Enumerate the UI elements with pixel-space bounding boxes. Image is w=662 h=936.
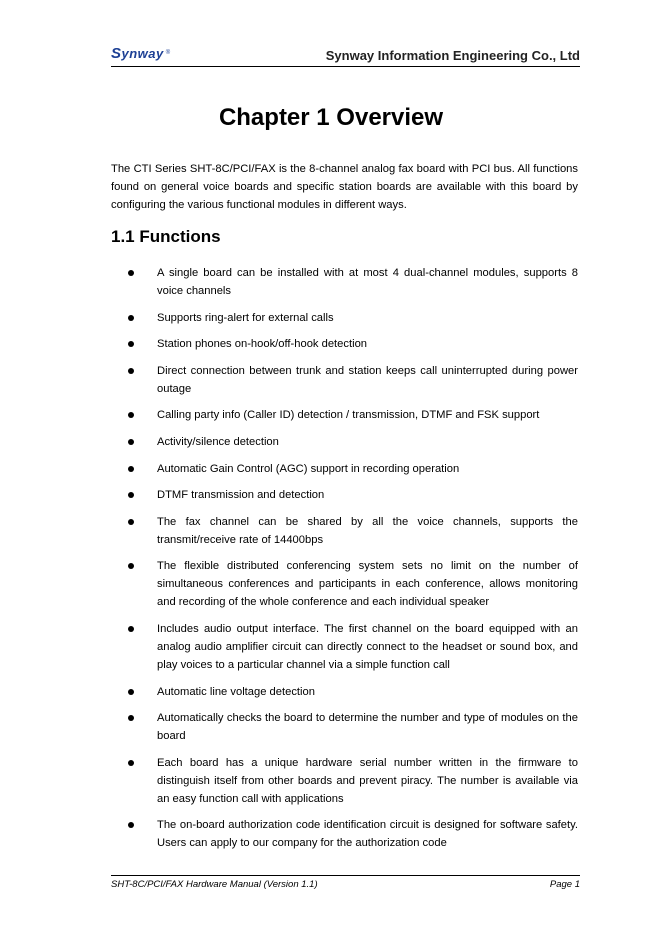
list-item-text: Automatically checks the board to determine the number and type of modules on the board	[157, 712, 578, 743]
registered-mark: ®	[165, 50, 171, 56]
list-item-text: Includes audio output interface. The first channel on the board equipped with an analog audio amplifier circuit can directly connect to the headset or sound box, and play voices to a particular channel via a simple function call	[157, 622, 578, 671]
synway-logo	[111, 43, 170, 63]
functions-list	[111, 264, 578, 861]
list-item-text: Activity/silence detection	[157, 435, 279, 448]
list-item	[111, 362, 578, 398]
list-item	[111, 709, 578, 745]
bullet-icon	[128, 689, 134, 695]
list-item-text: The fax channel can be shared by all the voice channels, supports the transmit/receive rate of 14400bps	[157, 515, 578, 546]
list-item	[111, 620, 578, 674]
list-item	[111, 486, 578, 504]
list-item-text: Automatic Gain Control (AGC) support in recording operation	[157, 462, 460, 475]
list-item	[111, 557, 578, 611]
bullet-icon	[128, 368, 134, 374]
bullet-icon	[128, 341, 134, 347]
list-item-text: Station phones on-hook/off-hook detection	[157, 338, 368, 351]
list-item-text: Direct connection between trunk and station keeps call uninterrupted during power outage	[157, 364, 578, 395]
bullet-icon	[128, 626, 134, 632]
page-number: Page 1	[549, 879, 580, 890]
bullet-icon	[128, 439, 134, 445]
logo-initial: S	[111, 44, 122, 62]
list-item-text: The flexible distributed conferencing system sets no limit on the number of simultaneous conferences and participants in each conference, allows monitoring and recording of the whole conference and each individual speaker	[157, 560, 578, 609]
list-item-text: Automatic line voltage detection	[157, 685, 315, 698]
list-item	[111, 460, 578, 478]
logo-text: ynway	[121, 45, 164, 61]
list-item-text: Supports ring-alert for external calls	[157, 311, 334, 324]
list-item-text: DTMF transmission and detection	[157, 489, 325, 502]
page-footer	[111, 875, 580, 892]
bullet-icon	[128, 563, 134, 569]
list-item-text: Each board has a unique hardware serial number written in the firmware to distinguish itself from other boards and prevent piracy. The number is available via an easy function call with applications	[157, 756, 578, 805]
list-item-text: The on-board authorization code identification circuit is designed for software safety. Users can apply to our company for the authorization code	[157, 819, 578, 850]
bullet-icon	[128, 412, 134, 418]
bullet-icon	[128, 315, 134, 321]
bullet-icon	[128, 760, 134, 766]
bullet-icon	[128, 270, 134, 276]
list-item	[111, 264, 578, 300]
list-item	[111, 754, 578, 808]
list-item	[111, 335, 578, 353]
bullet-icon	[128, 715, 134, 721]
page-header	[111, 40, 580, 67]
bullet-icon	[128, 492, 134, 498]
company-name: Synway Information Engineering Co., Ltd	[325, 48, 580, 63]
list-item-text: Calling party info (Caller ID) detection / transmission, DTMF and FSK support	[157, 409, 540, 422]
list-item	[111, 433, 578, 451]
list-item	[111, 309, 578, 327]
list-item	[111, 513, 578, 549]
intro-paragraph: The CTI Series SHT-8C/PCI/FAX is the 8-channel analog fax board with PCI bus. All functions found on general voice boards and specific station boards are available with this board by configuring the various functional modules in different ways.	[111, 163, 578, 211]
section-title: 1.1 Functions	[111, 227, 221, 246]
list-item	[111, 816, 578, 852]
list-item	[111, 406, 578, 424]
bullet-icon	[128, 519, 134, 525]
bullet-icon	[128, 822, 134, 828]
bullet-icon	[128, 466, 134, 472]
list-item	[111, 683, 578, 701]
list-item-text: A single board can be installed with at most 4 dual-channel modules, supports 8 voice channels	[157, 267, 578, 297]
chapter-title: Chapter 1 Overview	[218, 104, 444, 131]
manual-title: SHT-8C/PCI/FAX Hardware Manual (Version 1.1)	[111, 879, 318, 890]
